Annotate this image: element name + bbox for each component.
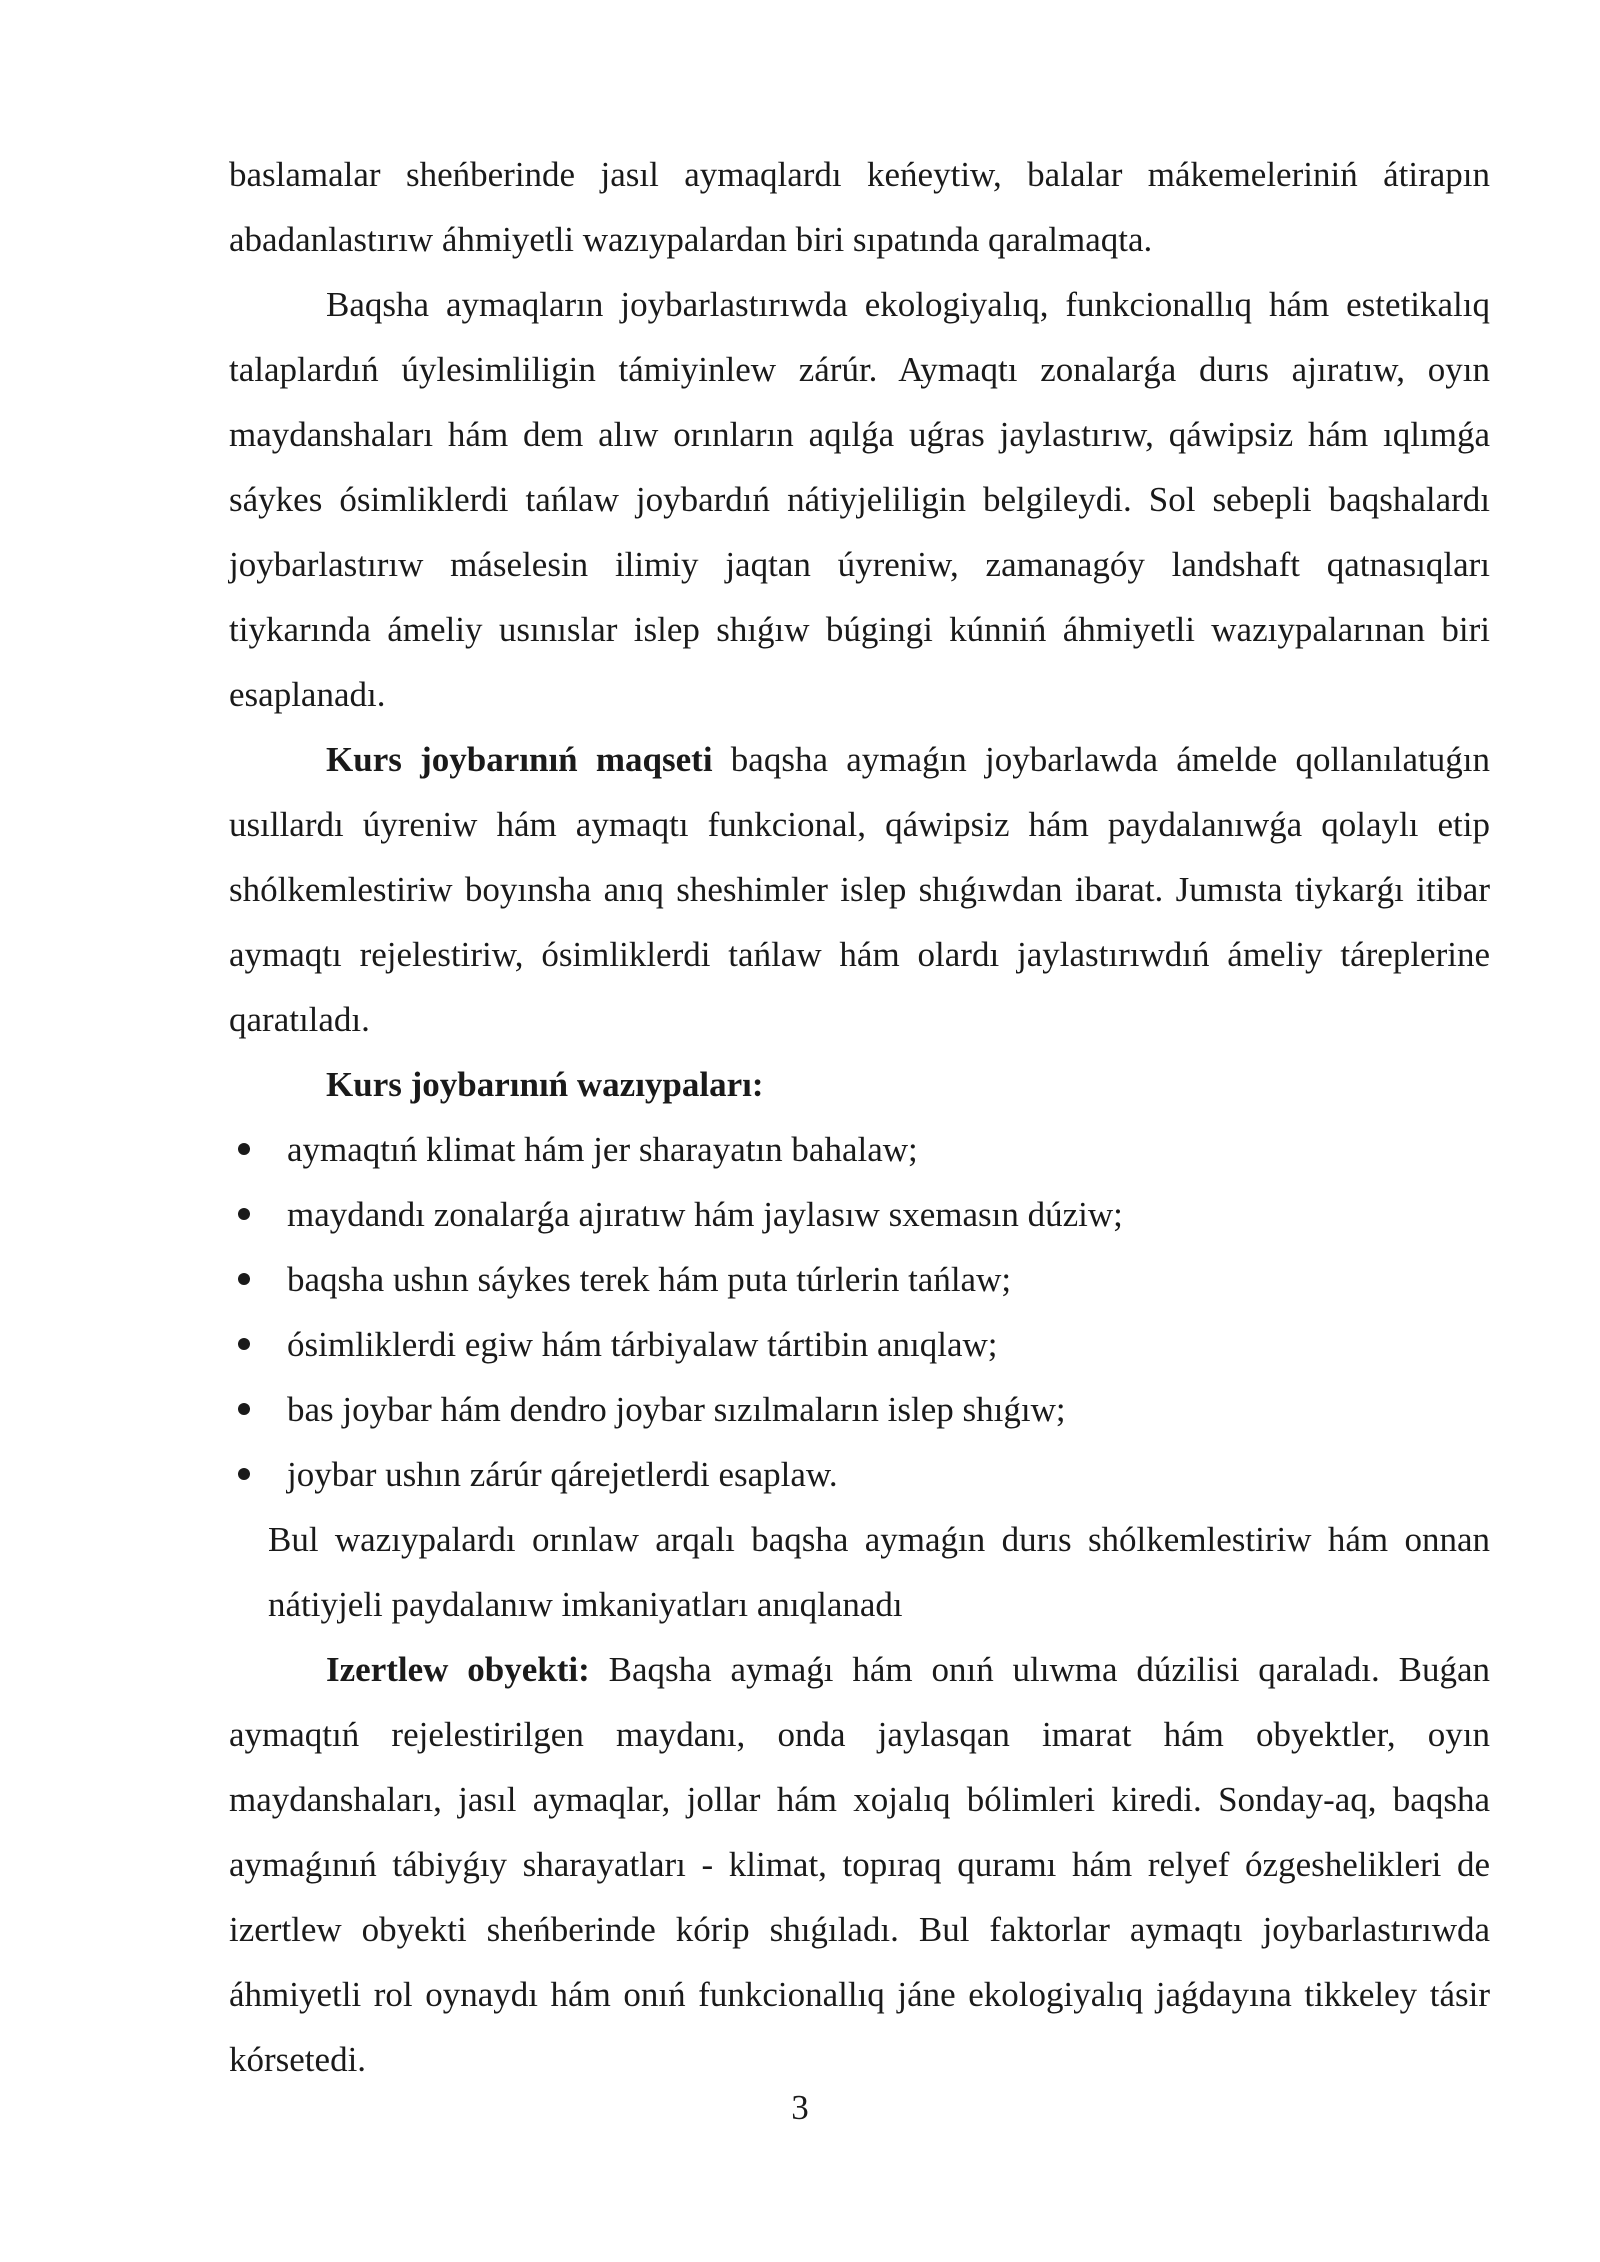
bullet-icon xyxy=(238,1273,250,1285)
research-object-text: Baqsha aymaǵı hám onıń ulıwma dúzilisi qaraladı. Buǵan aymaqtıń rejelestirilgen maydanı, onda jaylasqan imarat hám obyektler, oyın maydanshaları, jasıl aymaqlar, jollar hám xojalıq bólimleri kiredi. Sonday-aq, baqsha aymaǵınıń tábiyǵıy sharayatları - klimat, topıraq quramı hám relyef ózgeshelikleri de izertlew obyekti sheńberinde kórip shıǵıladı. Bul faktorlar aymaqtı joybarlastırıwda áhmiyetli rol oynaydı hám onıń funkcionallıq jáne ekologiyalıq jaǵdayına tikkeley tásir kórsetedi. xyxy=(229,1650,1490,2079)
list-item-text: baqsha ushın sáykes terek hám puta túrlerin tańlaw; xyxy=(287,1260,1012,1299)
tasks-list xyxy=(229,1117,1490,1507)
tasks-heading: Kurs joybarınıń wazıypaları: xyxy=(326,1065,764,1104)
paragraph-intro-continuation: baslamalar sheńberinde jasıl aymaqlardı keńeytiw, balalar mákemeleriniń átirapın abadanlastırıw áhmiyetli wazıypalardan biri sıpatında qaralmaqta. xyxy=(229,155,1490,259)
paragraph-design-requirements: Baqsha aymaqların joybarlastırıwda ekologiyalıq, funkcionallıq hám estetikalıq talaplardıń úylesimliligin támiyinlew zárúr. Aymaqtı zonalarǵa durıs ajıratıw, oyın maydanshaları hám dem alıw orınların aqılǵa uǵras jaylastırıw, qáwipsiz hám ıqlımǵa sáykes ósimliklerdi tańlaw joybardıń nátiyjeliligin belgileydi. Sol sebepli baqshalardı joybarlastırıw máselesin ilimiy jaqtan úyreniw, zamanagóy landshaft qatnasıqları tiykarında ámeliy usınıslar islep shıǵıw búgingi kúnniń áhmiyetli wazıypalarınan biri esaplanadı. xyxy=(229,285,1490,714)
list-item-text: aymaqtıń klimat hám jer sharayatın bahalaw; xyxy=(287,1130,918,1169)
bullet-icon xyxy=(238,1338,250,1350)
list-item-text: joybar ushın zárúr qárejetlerdi esaplaw. xyxy=(287,1455,838,1494)
list-item xyxy=(229,1117,1490,1182)
paragraph-course-goal xyxy=(229,727,1490,1052)
list-item xyxy=(229,1312,1490,1377)
bullet-icon xyxy=(238,1468,250,1480)
bullet-icon xyxy=(238,1208,250,1220)
course-goal-text: baqsha aymaǵın joybarlawda ámelde qollanılatuǵın usıllardı úyreniw hám aymaqtı funkcional, qáwipsiz hám paydalanıwǵa qolaylı etip shólkemlestiriw boyınsha anıq sheshimler islep shıǵıwdan ibarat. Jumısta tiykarǵı itibar aymaqtı rejelestiriw, ósimliklerdi tańlaw hám olardı jaylastırıwdıń ámeliy táreplerine qaratıladı. xyxy=(229,740,1490,1039)
list-item xyxy=(229,1182,1490,1247)
list-item xyxy=(229,1247,1490,1312)
list-item xyxy=(229,1442,1490,1507)
research-object-label: Izertlew obyekti: xyxy=(326,1650,590,1689)
list-item-text: ósimliklerdi egiw hám tárbiyalaw tártibin anıqlaw; xyxy=(287,1325,998,1364)
bullet-icon xyxy=(238,1143,250,1155)
bullet-icon xyxy=(238,1403,250,1415)
list-item-text: bas joybar hám dendro joybar sızılmaların islep shıǵıw; xyxy=(287,1390,1066,1429)
list-item xyxy=(229,1377,1490,1442)
list-item-text: maydandı zonalarǵa ajıratıw hám jaylasıw sxemasın dúziw; xyxy=(287,1195,1123,1234)
paragraph-research-object xyxy=(229,1637,1490,2092)
document-body xyxy=(229,142,1490,2092)
page-number: 3 xyxy=(791,2088,809,2127)
paragraph-tasks-summary: Bul wazıypalardı orınlaw arqalı baqsha aymaǵın durıs shólkemlestiriw hám onnan nátiyjeli paydalanıw imkaniyatları anıqlanadı xyxy=(268,1520,1490,1624)
course-goal-label: Kurs joybarınıń maqseti xyxy=(326,740,713,779)
